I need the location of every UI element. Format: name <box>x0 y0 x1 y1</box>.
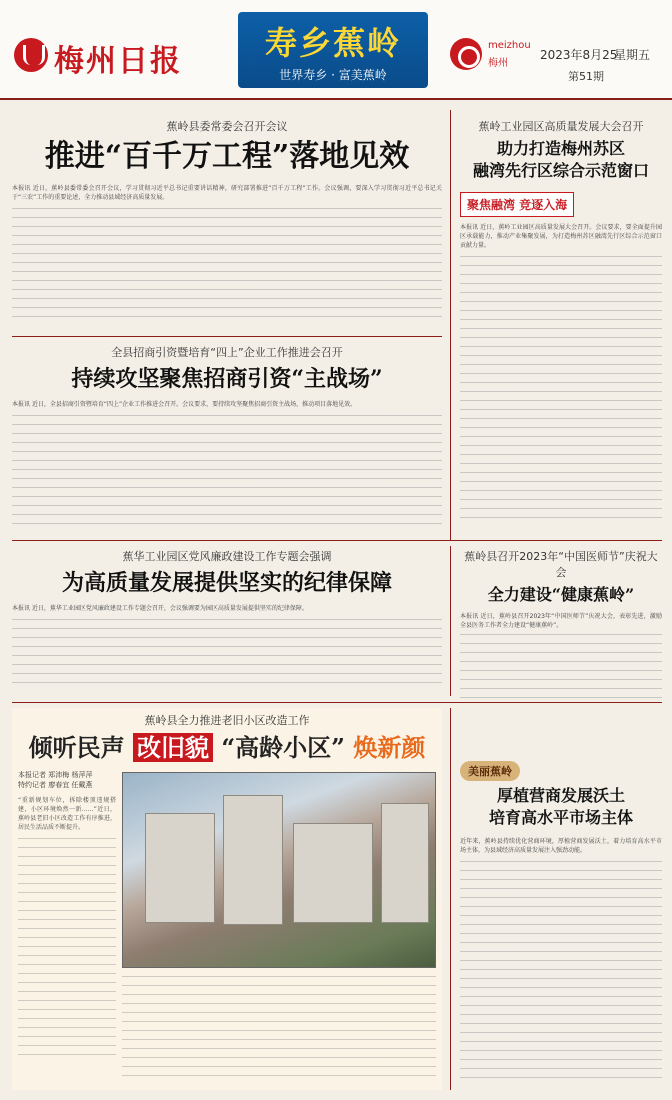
feature-headline-orange: 焕新颜 <box>353 733 426 762</box>
side-article <box>460 760 662 1090</box>
discipline-kicker: 蕉华工业园区党风廉政建设工作专题会强调 <box>122 550 332 563</box>
issue-number: 第51期 <box>568 70 604 83</box>
discipline-text-columns <box>12 619 442 689</box>
right-top-headline-2: 融湾先行区综合示范窗口 <box>472 161 649 180</box>
investment-headline: 持续攻坚聚焦招商引资“主战场” <box>71 366 383 392</box>
feature-text-columns <box>122 976 436 1084</box>
meizhou-logo-icon <box>450 38 482 70</box>
discipline-body: 本报讯 近日，蕉华工业园区党风廉政建设工作专题会召开，会议强调要为园区高质量发展提供坚实的纪律保障。 <box>12 605 308 612</box>
feature-headline-mid: “高龄小区” <box>221 733 345 762</box>
feature-body: “重新规划车位，拆除楼顶违规搭建，小区环境焕然一新……”近日，蕉岭县老旧小区改造工作有序推进，居民生活品质不断提升。 <box>18 797 116 831</box>
article-discipline <box>12 548 442 698</box>
newspaper-logo-icon <box>14 38 48 72</box>
article-health <box>460 548 662 698</box>
side-tag: 美丽蕉岭 <box>460 761 520 781</box>
investment-text-columns <box>12 415 442 527</box>
lead-kicker: 蕉岭县委常委会召开会议 <box>166 120 288 133</box>
feature-article <box>12 708 442 1090</box>
side-text-columns <box>460 861 662 1081</box>
feature-byline-1: 本报记者 郑沛梅 杨萍萍 <box>18 771 93 779</box>
article-investment <box>12 344 442 534</box>
lead-article <box>12 118 442 330</box>
right-top-body: 本报讯 近日，蕉岭工业园区高质量发展大会召开。会议要求，要全面提升园区承载能力，推动产业集聚发展，为打造梅州苏区融湾先行区综合示范窗口贡献力量。 <box>460 224 662 249</box>
investment-body: 本报讯 近日，全县招商引资暨培育“四上”企业工作推进会召开。会议要求，要持续攻坚聚焦招商引资主战场，推动项目落地见效。 <box>12 401 357 408</box>
brand-cn: 梅州 <box>488 58 508 69</box>
feature-headline-red: 改旧貌 <box>133 733 213 762</box>
feature-headline <box>12 732 442 764</box>
section-title: 寿乡蕉岭 <box>264 24 401 62</box>
feature-kicker: 蕉岭县全力推进老旧小区改造工作 <box>144 714 310 727</box>
side-headline-2: 培育高水平市场主体 <box>488 808 633 827</box>
feature-photo <box>122 772 436 968</box>
right-top-text-columns <box>460 256 662 526</box>
health-kicker: 蕉岭县召开2023年“中国医师节”庆祝大会 <box>464 550 658 579</box>
side-headline-1: 厚植营商发展沃土 <box>496 786 625 805</box>
right-top-article <box>460 118 662 538</box>
lead-text-columns <box>12 208 442 318</box>
health-text-columns <box>460 634 662 698</box>
feature-text-column <box>18 838 116 1058</box>
weekday: 星期五 <box>614 48 651 62</box>
investment-kicker: 全县招商引资暨培育“四上”企业工作推进会召开 <box>111 346 343 359</box>
issue-date: 2023年8月25 <box>540 48 618 62</box>
paper-name: 梅州日报 <box>54 44 182 79</box>
side-body: 近年来，蕉岭县持续优化营商环境，厚植营商发展沃土，着力培育高水平市场主体，为县域经济高质量发展注入强劲动能。 <box>460 838 662 854</box>
masthead <box>0 0 672 100</box>
right-top-tag: 聚焦融湾 竞逐入海 <box>460 192 574 217</box>
feature-headline-pre: 倾听民声 <box>28 733 125 762</box>
health-headline: 全力建设“健康蕉岭” <box>487 585 635 604</box>
discipline-headline: 为高质量发展提供坚实的纪律保障 <box>61 570 392 596</box>
right-top-kicker: 蕉岭工业园区高质量发展大会召开 <box>478 120 644 133</box>
section-banner <box>238 12 428 88</box>
feature-byline-2: 特约记者 廖春宜 任戴燕 <box>18 781 93 789</box>
lead-headline: 推进“百千万工程”落地见效 <box>44 139 410 174</box>
brand-en: meizhou <box>488 40 531 51</box>
right-top-headline-1: 助力打造梅州苏区 <box>496 139 625 158</box>
lead-body: 本报讯 近日，蕉岭县委常委会召开会议，学习贯彻习近平总书记重要讲话精神，研究部署推进“百千万工程”工作。会议强调，要深入学习贯彻习近平总书记关于“三农”工作的重要论述，全力推动县域经济高质量发展。 <box>12 185 442 201</box>
health-body: 本报讯 近日，蕉岭县召开2023年“中国医师节”庆祝大会，表彰先进，激励全县医务工作者全力建设“健康蕉岭”。 <box>460 613 662 629</box>
section-subtitle: 世界寿乡 · 富美蕉岭 <box>279 68 387 82</box>
